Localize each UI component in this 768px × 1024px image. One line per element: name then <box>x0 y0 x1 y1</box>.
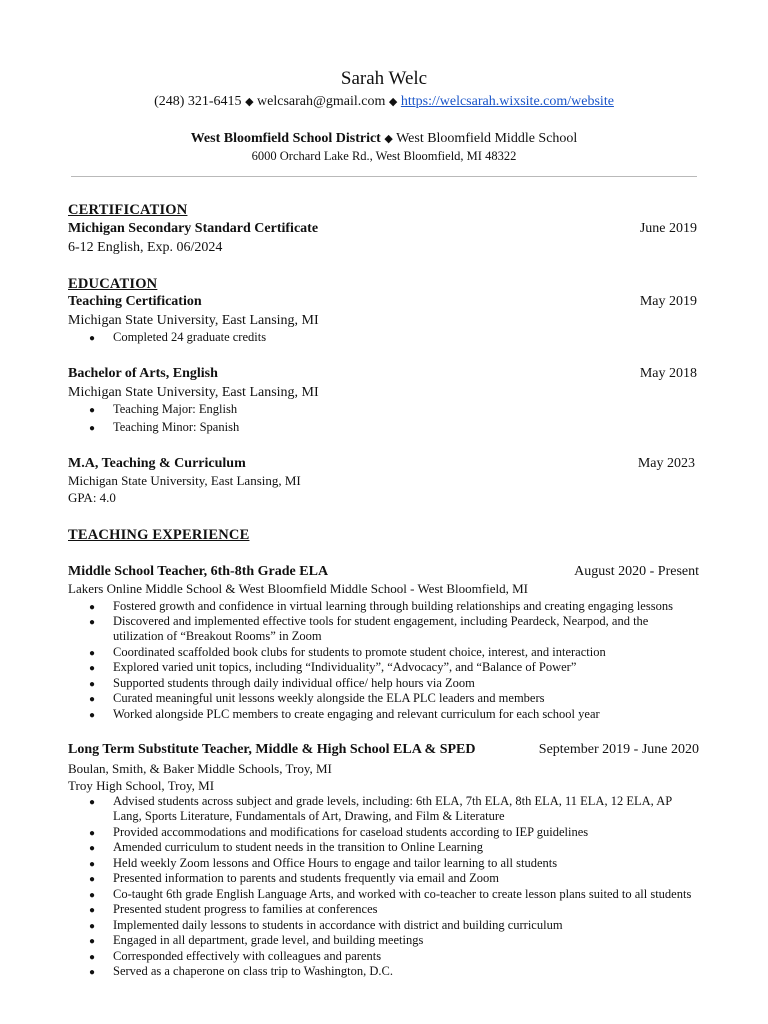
list-item: ● Explored varied unit topics, including “Individuality”, “Advocacy”, and “Balance of Power” <box>89 660 577 674</box>
list-item-continuation: utilization of “Breakout Rooms” in Zoom <box>113 629 322 643</box>
certificate-date: June 2019 <box>639 221 697 236</box>
list-item: ● Co-taught 6th grade English Language Arts, and worked with co-teacher to create lesson plans suited to all students <box>89 887 692 901</box>
bullet-icon: ● <box>89 405 96 416</box>
bullet-icon: ● <box>89 663 96 674</box>
job-place: Troy High School, Troy, MI <box>68 778 215 793</box>
school-address: 6000 Orchard Lake Rd., West Bloomfield, MI 48322 <box>251 149 517 163</box>
list-item: ● Supported students through daily individual office/ help hours via Zoom <box>89 676 475 690</box>
degree-school: Michigan State University, East Lansing, MI <box>68 473 301 488</box>
bullet-icon: ● <box>89 710 96 721</box>
contact-line <box>0 94 768 110</box>
section-heading-education: EDUCATION <box>68 276 158 292</box>
job-place: Lakers Online Middle School & West Bloomfield Middle School - West Bloomfield, MI <box>68 581 528 596</box>
degree-date: May 2018 <box>639 366 697 381</box>
list-item: ● Coordinated scaffolded book clubs for students to promote student choice, interest, and interaction <box>89 645 606 659</box>
bullet-icon: ● <box>89 694 96 705</box>
list-item: ● Teaching Minor: Spanish <box>89 420 240 434</box>
certificate-title: Michigan Secondary Standard Certificate <box>68 221 319 236</box>
job-date: September 2019 - June 2020 <box>538 742 699 757</box>
job-title: Middle School Teacher, 6th-8th Grade ELA <box>68 564 329 579</box>
list-item: ● Fostered growth and confidence in virtual learning through building relationships and creating engaging lessons <box>89 599 673 613</box>
list-item: ● Advised students across subject and grade levels, including: 6th ELA, 7th ELA, 8th ELA, 11 ELA, 12 ELA, AP <box>89 794 673 808</box>
list-item: ● Curated meaningful unit lessons weekly alongside the ELA PLC leaders and members <box>89 691 545 705</box>
separator-diamond-icon: ◆ <box>388 96 398 108</box>
bullet-icon: ● <box>89 936 96 947</box>
degree-title: M.A, Teaching & Curriculum <box>68 456 246 471</box>
list-item: ● Completed 24 graduate credits <box>89 330 267 344</box>
list-item: ● Presented information to parents and students frequently via email and Zoom <box>89 871 500 885</box>
email: welcsarah@gmail.com <box>257 94 386 109</box>
list-item: ● Implemented daily lessons to students in accordance with district and building curriculum <box>89 918 563 932</box>
degree-gpa: GPA: 4.0 <box>68 490 116 505</box>
job-place: Boulan, Smith, & Baker Middle Schools, Troy, MI <box>68 761 332 776</box>
bullet-icon: ● <box>89 874 96 885</box>
degree-title: Bachelor of Arts, English <box>68 366 218 381</box>
section-heading-experience: TEACHING EXPERIENCE <box>68 527 250 543</box>
list-item: ● Discovered and implemented effective tools for student engagement, including Peardeck, Nearpod, and the <box>89 614 649 628</box>
list-item: ● Served as a chaperone on class trip to Washington, D.C. <box>89 964 393 978</box>
website-link[interactable]: https://welcsarah.wixsite.com/website <box>400 94 614 109</box>
bullet-icon: ● <box>89 617 96 628</box>
degree-date: May 2023 <box>637 456 695 471</box>
bullet-icon: ● <box>89 648 96 659</box>
list-item: ● Provided accommodations and modifications for caseload students according to IEP guidelines <box>89 825 589 839</box>
separator-diamond-icon: ◆ <box>384 133 393 145</box>
list-item-continuation: Lang, Sports Literature, Fundamentals of Art, Drawing, and Film & Literature <box>113 809 505 823</box>
degree-school: Michigan State University, East Lansing, MI <box>68 385 319 400</box>
job-date: August 2020 - Present <box>574 564 699 579</box>
bullet-icon: ● <box>89 967 96 978</box>
list-item: ● Teaching Major: English <box>89 402 238 416</box>
bullet-icon: ● <box>89 859 96 870</box>
section-heading-certification: CERTIFICATION <box>68 202 188 218</box>
bullet-icon: ● <box>89 602 96 613</box>
degree-date: May 2019 <box>639 294 697 309</box>
list-item: ● Engaged in all department, grade level, and building meetings <box>89 933 424 947</box>
bullet-icon: ● <box>89 423 96 434</box>
bullet-icon: ● <box>89 843 96 854</box>
applicant-name: Sarah Welc <box>340 68 428 89</box>
header-divider <box>71 176 697 177</box>
list-item: ● Amended curriculum to student needs in the transition to Online Learning <box>89 840 484 854</box>
bullet-icon: ● <box>89 333 96 344</box>
bullet-icon: ● <box>89 921 96 932</box>
list-item: ● Worked alongside PLC members to create engaging and relevant curriculum for each school year <box>89 707 600 721</box>
bullet-icon: ● <box>89 890 96 901</box>
job-title: Long Term Substitute Teacher, Middle & High School ELA & SPED <box>68 742 476 757</box>
phone: (248) 321-6415 <box>154 94 242 109</box>
bullet-icon: ● <box>89 905 96 916</box>
degree-school: Michigan State University, East Lansing, MI <box>68 313 319 328</box>
district-name: West Bloomfield School District <box>190 131 381 146</box>
bullet-icon: ● <box>89 797 96 808</box>
list-item: ● Corresponded effectively with colleagues and parents <box>89 949 382 963</box>
bullet-icon: ● <box>89 679 96 690</box>
degree-title: Teaching Certification <box>68 294 202 309</box>
certificate-detail: 6-12 English, Exp. 06/2024 <box>68 240 223 255</box>
school-name: West Bloomfield Middle School <box>396 131 578 146</box>
bullet-icon: ● <box>89 952 96 963</box>
list-item: ● Presented student progress to families at conferences <box>89 902 378 916</box>
bullet-icon: ● <box>89 828 96 839</box>
school-line <box>0 131 768 147</box>
list-item: ● Held weekly Zoom lessons and Office Hours to engage and tailor learning to all students <box>89 856 558 870</box>
separator-diamond-icon: ◆ <box>245 96 254 108</box>
